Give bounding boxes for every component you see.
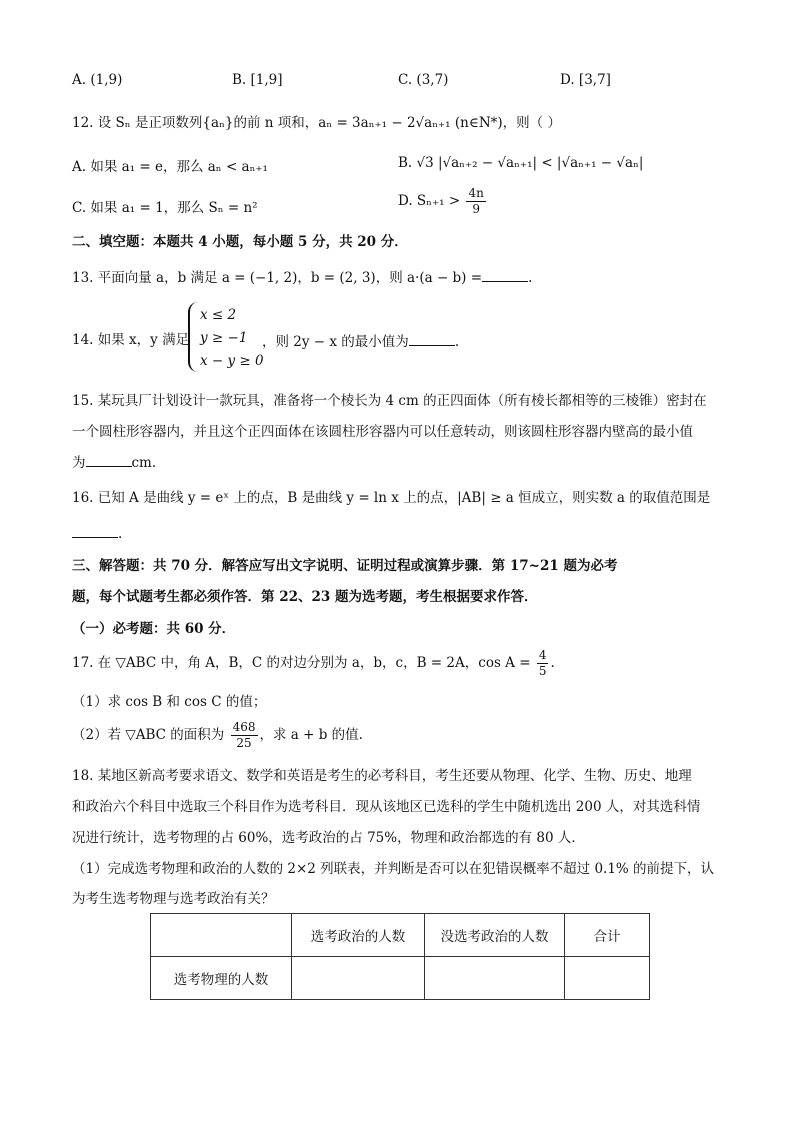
- cos-a-fraction: $\frac{4}{5}$: [538, 648, 547, 678]
- q14-pre: 14. 如果 x，y 满足: [72, 332, 190, 348]
- table-header-cell: 选考政治的人数: [292, 914, 425, 957]
- answer-blank: [482, 269, 528, 282]
- section-3-heading-line-1: 三、解答题：共 70 分．解答应写出文字说明、证明过程或演算步骤．第 17~21 题为必考: [72, 558, 618, 574]
- option-a: A. (1,9): [72, 72, 123, 88]
- table-header-cell: 没选考政治的人数: [425, 914, 565, 957]
- q17-part-2: （2）若 ▽ABC 的面积为 $\frac{468}{25}$ ，求 a + b 的值.: [72, 720, 363, 750]
- table-cell[interactable]: [425, 957, 565, 1000]
- q18-line-4: （1）完成选考物理和政治的人数的 2×2 列联表，并判断是否可以在犯错误概率不超过 0.1% 的前提下，认: [72, 861, 715, 877]
- q13: 13. 平面向量 a，b 满足 a = (−1, 2)，b = (2, 3)，则 a·(a − b) = .: [72, 270, 533, 286]
- q12-option-d-fraction: $\frac{4n}{9}$: [468, 186, 484, 216]
- q12-option-a: A. 如果 a₁ = e，那么 aₙ < aₙ₊₁: [72, 159, 268, 175]
- table-cell[interactable]: [292, 957, 425, 1000]
- q12-stem: 12. 设 Sₙ 是正项数列{aₙ}的前 n 项和，aₙ = 3aₙ₊₁ − 2√aₙ₊₁ (n∈N*)，则（ ）: [72, 115, 561, 131]
- required-subheading: （一）必考题：共 60 分．: [72, 621, 236, 637]
- q12-option-b: B. √3 |√aₙ₊₂ − √aₙ₊₁| < |√aₙ₊₁ − √aₙ|: [398, 155, 644, 171]
- q12-option-d: [398, 186, 488, 217]
- section-3-heading-line-2: 题，每个试题考生都必须作答．第 22、23 题为选考题，考生根据要求作答．: [72, 589, 538, 605]
- q15-line-1: 15. 某玩具厂计划设计一款玩具，准备将一个棱长为 4 cm 的正四面体（所有棱长都相等的三棱锥）密封在: [72, 393, 707, 409]
- q16-line-2: .: [72, 524, 122, 544]
- table-cell: 选考物理的人数: [151, 957, 292, 1000]
- table-header-cell: 合计: [565, 914, 650, 957]
- q18-line-5: 为考生选考物理与选考政治有关？: [72, 891, 275, 907]
- table-cell[interactable]: [565, 957, 650, 1000]
- constraint-1: x ≤ 2: [200, 307, 237, 323]
- table-header-cell: [151, 914, 292, 957]
- option-d: D. [3,7]: [560, 72, 611, 88]
- q17-stem: 17. 在 ▽ABC 中，角 A，B，C 的对边分别为 a，b，c，B = 2A，cos A = $\frac{4}{5}$ .: [72, 648, 555, 678]
- q14-post: ，则 2y − x 的最小值为 .: [262, 334, 460, 350]
- answer-blank: [72, 525, 118, 538]
- q18-line-3: 况进行统计，选考物理的占 60%，选考政治的占 75%，物理和政治都选的有 80 人．: [72, 830, 585, 846]
- q15-line-3: 为 cm.: [72, 455, 157, 471]
- contingency-table: [150, 913, 650, 1000]
- q18-line-2: 和政治六个科目中选取三个科目作为选考科目．现从该地区已选科的学生中随机选出 200 人，对其选科情: [72, 799, 701, 815]
- system-brace: [188, 302, 198, 372]
- table-header-row: [151, 914, 650, 957]
- section-2-heading: 二、填空题：本题共 4 小题，每小题 5 分，共 20 分．: [72, 234, 408, 250]
- q12-option-d-text: D. Sₙ₊₁ >: [398, 193, 461, 209]
- q12-option-c: C. 如果 a₁ = 1，那么 Sₙ = n²: [72, 200, 258, 216]
- option-c: C. (3,7): [398, 72, 449, 88]
- answer-blank: [86, 454, 132, 467]
- constraint-2: y ≥ −1: [200, 330, 248, 346]
- q16-line-1: 16. 已知 A 是曲线 y = eˣ 上的点，B 是曲线 y = ln x 上的点，|AB| ≥ a 恒成立，则实数 a 的取值范围是: [72, 490, 711, 506]
- option-b: B. [1,9]: [232, 72, 283, 88]
- constraint-3: x − y ≥ 0: [200, 353, 264, 369]
- table-row: [151, 957, 650, 1000]
- answer-blank: [409, 333, 455, 346]
- area-fraction: $\frac{468}{25}$: [232, 720, 256, 750]
- q17-part-1: （1）求 cos B 和 cos C 的值；: [72, 694, 267, 710]
- q15-line-2: 一个圆柱形容器内，并且这个正四面体在该圆柱形容器内可以任意转动，则该圆柱形容器内壁高的最小值: [72, 424, 693, 440]
- q18-line-1: 18. 某地区新高考要求语文、数学和英语是考生的必考科目，考生还要从物理、化学、生物、历史、地理: [72, 768, 692, 784]
